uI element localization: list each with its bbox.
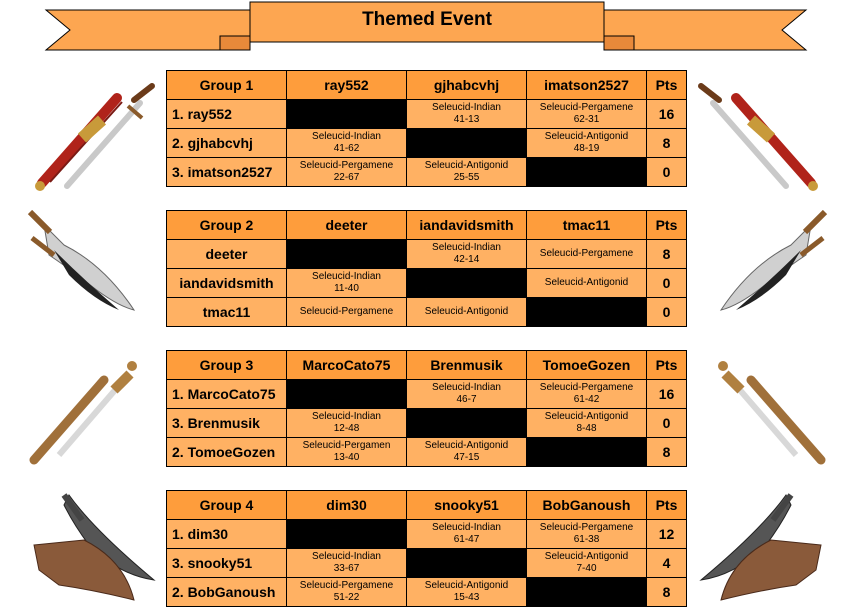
self-match-cell [527,158,647,187]
match-result: Seleucid-Pergamene 51-22 [287,578,407,607]
points-header: Pts [647,71,687,100]
points-value: 0 [647,409,687,438]
player-row-name: 3. snooky51 [167,549,287,578]
self-match-cell [287,100,407,129]
match-result: Seleucid-Indian 33-67 [287,549,407,578]
self-match-cell [287,380,407,409]
player-row-name: 1. MarcoCato75 [167,380,287,409]
group-4-table [166,490,687,607]
player-column-header: imatson2527 [527,71,647,100]
player-column-header: snooky51 [407,491,527,520]
self-match-cell [527,298,647,327]
player-column-header: ray552 [287,71,407,100]
self-match-cell [407,269,527,298]
match-result: Seleucid-Antigonid 48-19 [527,129,647,158]
player-row-name: 3. imatson2527 [167,158,287,187]
self-match-cell [527,578,647,607]
sword-icon [696,350,831,470]
match-result: Seleucid-Antigonid [527,269,647,298]
points-value: 8 [647,240,687,269]
match-result: Seleucid-Pergamene 61-38 [527,520,647,549]
points-value: 8 [647,129,687,158]
self-match-cell [407,129,527,158]
match-result: Seleucid-Antigonid 15-43 [407,578,527,607]
points-value: 16 [647,380,687,409]
player-column-header: MarcoCato75 [287,351,407,380]
match-result: Seleucid-Indian 11-40 [287,269,407,298]
points-header: Pts [647,351,687,380]
group-label: Group 4 [167,491,287,520]
player-row-name: tmac11 [167,298,287,327]
match-result: Seleucid-Antigonid 7-40 [527,549,647,578]
match-result: Seleucid-Antigonid 25-55 [407,158,527,187]
match-result: Seleucid-Pergamene 61-42 [527,380,647,409]
points-value: 16 [647,100,687,129]
match-result: Seleucid-Antigonid 8-48 [527,409,647,438]
player-column-header: deeter [287,211,407,240]
player-row-name: iandavidsmith [167,269,287,298]
points-value: 8 [647,578,687,607]
group-3-table [166,350,687,467]
points-value: 0 [647,298,687,327]
player-column-header: dim30 [287,491,407,520]
kukri-icon [24,210,159,330]
points-value: 0 [647,269,687,298]
player-row-name: 1. dim30 [167,520,287,549]
player-column-header: tmac11 [527,211,647,240]
points-value: 4 [647,549,687,578]
kopis-icon [696,490,831,610]
match-result: Seleucid-Pergamene [287,298,407,327]
title-banner [0,0,854,56]
match-result: Seleucid-Antigonid 47-15 [407,438,527,467]
points-value: 12 [647,520,687,549]
player-row-name: 1. ray552 [167,100,287,129]
group-1-table [166,70,687,187]
player-row-name: 2. TomoeGozen [167,438,287,467]
sword-icon [24,350,159,470]
points-value: 0 [647,158,687,187]
match-result: Seleucid-Antigonid [407,298,527,327]
player-row-name: 2. BobGanoush [167,578,287,607]
kopis-icon [24,490,159,610]
self-match-cell [407,409,527,438]
match-result: Seleucid-Pergamen 13-40 [287,438,407,467]
player-column-header: gjhabcvhj [407,71,527,100]
page-title: Themed Event [362,9,492,30]
match-result: Seleucid-Pergamene 22-67 [287,158,407,187]
match-result: Seleucid-Pergamene [527,240,647,269]
match-result: Seleucid-Indian 41-62 [287,129,407,158]
self-match-cell [287,240,407,269]
match-result: Seleucid-Indian 42-14 [407,240,527,269]
kukri-icon [696,210,831,330]
player-column-header: Brenmusik [407,351,527,380]
player-row-name: 2. gjhabcvhj [167,129,287,158]
sword-icon [22,78,157,198]
player-row-name: deeter [167,240,287,269]
match-result: Seleucid-Indian 41-13 [407,100,527,129]
match-result: Seleucid-Indian 12-48 [287,409,407,438]
self-match-cell [527,438,647,467]
self-match-cell [287,520,407,549]
match-result: Seleucid-Indian 46-7 [407,380,527,409]
self-match-cell [407,549,527,578]
group-label: Group 2 [167,211,287,240]
player-row-name: 3. Brenmusik [167,409,287,438]
points-header: Pts [647,491,687,520]
player-column-header: TomoeGozen [527,351,647,380]
match-result: Seleucid-Pergamene 62-31 [527,100,647,129]
player-column-header: iandavidsmith [407,211,527,240]
match-result: Seleucid-Indian 61-47 [407,520,527,549]
player-column-header: BobGanoush [527,491,647,520]
points-value: 8 [647,438,687,467]
group-label: Group 3 [167,351,287,380]
sword-icon [696,78,831,198]
group-2-table [166,210,687,327]
points-header: Pts [647,211,687,240]
group-label: Group 1 [167,71,287,100]
